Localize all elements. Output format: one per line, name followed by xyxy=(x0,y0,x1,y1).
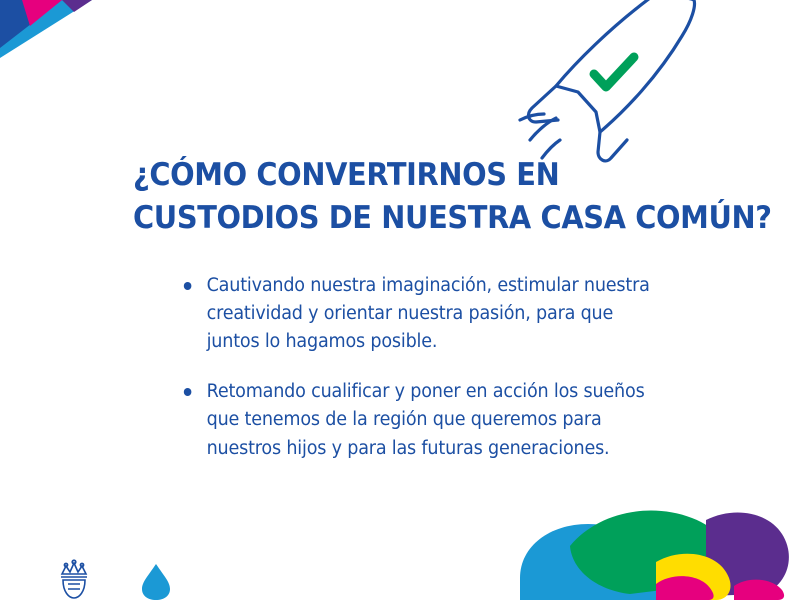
page-title-line-2: CUSTODIOS DE NUESTRA CASA COMÚN? xyxy=(133,199,772,236)
teardrop-shape-icon xyxy=(136,560,176,600)
color-blob-cluster-icon xyxy=(510,490,800,600)
rocket-illustration-icon xyxy=(490,0,720,170)
corner-ribbon-decoration-icon xyxy=(0,0,110,70)
bullet-list xyxy=(180,272,680,485)
page-title-line-1: ¿CÓMO CONVERTIRNOS EN xyxy=(133,156,560,193)
list-item: Retomando cualificar y poner en acción los sueños que tenemos de la región que queremos para nuestros hijos y para las futuras generaciones. xyxy=(180,378,655,462)
green-check-mark-icon xyxy=(594,57,634,87)
page-title xyxy=(133,154,772,240)
crown-emblem-icon xyxy=(48,558,100,600)
list-item: Cautivando nuestra imaginación, estimular nuestra creatividad y orientar nuestra pasión, para que juntos lo hagamos posible. xyxy=(180,272,655,356)
